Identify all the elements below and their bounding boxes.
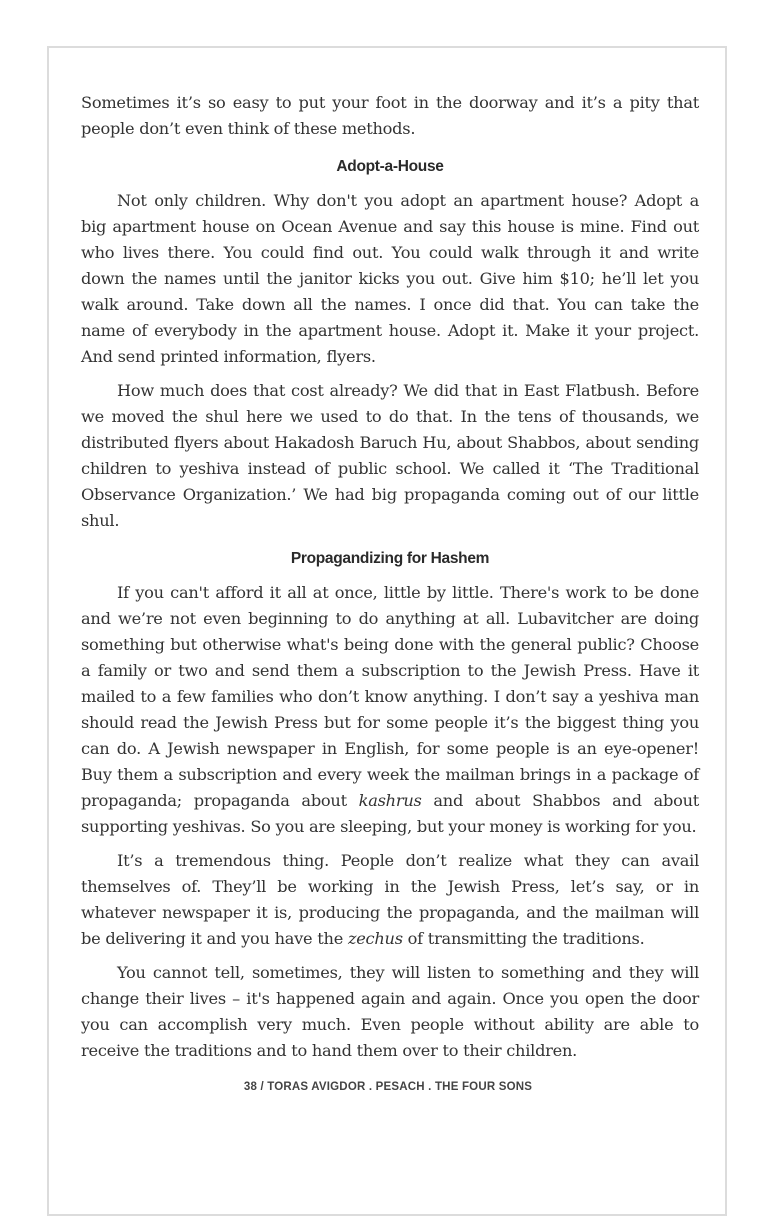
body-paragraph: Not only children. Why don't you adopt an apartment house? Adopt a big apartment house on Ocean Avenue and say this house is mine. Find out who lives there. You could find out. You could walk through it and write down the names until the janitor kicks you out. Give him $10; he’ll let you walk around. Take down all the names. I once did that. You can take the name of everybody in the apartment house. Adopt it. Make it your project. And send printed information, flyers. bbox=[81, 191, 699, 366]
paragraph-text: If you can't afford it all at once, little by little. There's work to be done and we’re not even beginning to do anything at all. Lubavitcher are doing something but otherwise what's being done with the general public? Choose a family or two and send them a subscription to the Jewish Press. Have it mailed to a few families who don’t know anything. I don’t say a yeshiva man should read the Jewish Press but for some people it’s the biggest thing you can do. A Jewish newspaper in English, for some people is an eye-opener! Buy them a subscription and every week the mailman brings in a package of propaganda; propaganda about bbox=[81, 583, 699, 810]
page-frame bbox=[47, 46, 727, 1216]
page-footer-running-title: 38 / TORAS AVIGDOR . PESACH . THE FOUR SONS bbox=[243, 1081, 533, 1093]
paragraph-text: of transmitting the traditions. bbox=[402, 929, 645, 948]
intro-paragraph: Sometimes it’s so easy to put your foot in the doorway and it’s a pity that people don’t even think of these methods. bbox=[81, 93, 699, 138]
section-heading-adopt-a-house: Adopt-a-House bbox=[336, 158, 444, 175]
body-paragraph bbox=[81, 580, 699, 840]
italic-term: kashrus bbox=[358, 791, 422, 810]
paragraph-text: It’s a tremendous thing. People don’t realize what they can avail themselves of. They’ll be working in the Jewish Press, let’s say, or in whatever newspaper it is, producing the propaganda, and the mailman will be delivering it and you have the bbox=[81, 851, 699, 948]
body-paragraph: You cannot tell, sometimes, they will listen to something and they will change their lives – it's happened again and again. Once you open the door you can accomplish very much. Even people without ability are able to receive the traditions and to hand them over to their children. bbox=[81, 963, 699, 1060]
body-paragraph: How much does that cost already? We did that in East Flatbush. Before we moved the shul here we used to do that. In the tens of thousands, we distributed flyers about Hakadosh Baruch Hu, about Shabbos, about sending children to yeshiva instead of public school. We called it ‘The Traditional Observance Organization.’ We had big propaganda coming out of our little shul. bbox=[81, 381, 699, 530]
paragraph-text: and about Shabbos and about supporting yeshivas. So you are sleeping, but your money is working for you. bbox=[81, 791, 699, 836]
page-body bbox=[81, 90, 699, 1072]
italic-term: zechus bbox=[347, 929, 403, 948]
body-paragraph bbox=[81, 848, 699, 952]
section-heading-propagandizing: Propagandizing for Hashem bbox=[290, 550, 490, 567]
